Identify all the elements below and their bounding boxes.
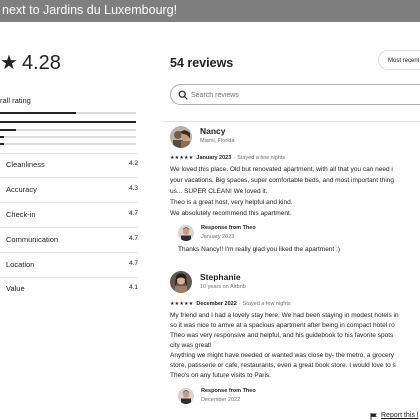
review-text-line: Theo is a great host, very helpful and kind. [170, 199, 293, 206]
flag-icon [370, 413, 378, 420]
avatar[interactable] [170, 126, 192, 148]
category-score: 4.2 [128, 160, 138, 167]
separator-dot: · [233, 155, 236, 161]
overall-rating-value: 4.28 [21, 52, 61, 74]
review-text-line: My friend and I had a lovely stay here. We had been staying in modest hotels in [170, 312, 399, 319]
rating-stars-icon: ★★★★★ [170, 155, 194, 161]
stay-length: Stayed a few nights [242, 301, 291, 307]
category-location [6, 260, 138, 269]
search-icon [178, 90, 188, 100]
sort-dropdown-button[interactable] [378, 50, 420, 70]
host-response-date: January 2023 [201, 234, 235, 240]
host-response-label: Response from Theo [201, 388, 256, 394]
avatar-photo [170, 126, 192, 148]
reviewer-location: 10 years on Airbnb [200, 284, 246, 290]
review-date: January 2023 [196, 155, 232, 161]
rating-distribution-bar [0, 121, 136, 123]
category-label: Value [6, 284, 25, 293]
review-text-line: We absolutely recommend this apartment. [170, 210, 292, 217]
rating-distribution-bar [0, 112, 136, 114]
category-score: 4.7 [128, 210, 138, 217]
category-score: 4.3 [128, 185, 138, 192]
review-text-line: Anything we might have needed or wanted was close by- the metro, a grocery [170, 352, 395, 359]
category-label: Communication [6, 235, 59, 244]
category-accuracy [6, 185, 138, 194]
rating-distribution-fill [0, 112, 76, 114]
reviewer-location: Miami, Florida [200, 138, 235, 144]
review-date: December 2022 [196, 301, 237, 307]
rating-distribution-bar [0, 136, 136, 138]
review-text-line: store, patisserie or cafe, restaurants, even a great book store. I would love to s [170, 362, 396, 369]
review-text-line: city was great! [170, 342, 212, 349]
category-communication [6, 235, 138, 244]
category-score: 4.1 [128, 284, 138, 291]
sort-label: Most recent [388, 58, 420, 64]
rating-stars-icon: ★★★★★ [170, 301, 194, 307]
category-label: Location [6, 260, 35, 269]
host-response-text: Thanks Nancy!! I'm really glad you liked the apartment :) [178, 246, 341, 253]
separator-dot: · [238, 301, 241, 307]
host-avatar-photo [178, 225, 194, 241]
rating-distribution-fill [0, 121, 136, 123]
rating-distribution-fill [0, 143, 4, 145]
category-score: 4.7 [128, 235, 138, 242]
host-avatar[interactable] [178, 225, 194, 241]
background-listing-title [0, 0, 420, 22]
divider [0, 202, 138, 203]
host-response-date: December 2022 [201, 397, 241, 403]
overall-rating-label: rall rating [0, 96, 31, 105]
category-label: Accuracy [6, 185, 37, 194]
star-icon: ★ [0, 52, 18, 74]
category-cleanliness [6, 160, 138, 169]
stay-length: Stayed a few nights [237, 155, 286, 161]
rating-distribution-bar [0, 143, 136, 145]
divider [162, 121, 420, 122]
review-text-line: Theo was very responsive and helpful, and his guidebook to his favorite spots [170, 332, 394, 339]
host-response-label: Response from Theo [201, 225, 256, 231]
review-text-line: your vacations. Big spaces, super comfortable beds, and most important thing [170, 177, 395, 184]
review-text-line: Theo's on any future visits to Paris. [170, 372, 271, 379]
host-avatar-photo [178, 388, 194, 404]
category-value [6, 284, 138, 293]
review-text-line: We loved this place. Old but renovated apartment, with all that you can need i [170, 166, 393, 173]
review-text-line: us... SUPER CLEAN! We loved it. [170, 188, 268, 195]
review-meta [170, 155, 285, 161]
rating-distribution-bar [0, 129, 136, 131]
report-listing-link[interactable]: Report this l [381, 412, 419, 419]
reviews-modal [0, 22, 420, 420]
listing-title-text: next to Jardins du Luxembourg! [2, 3, 178, 17]
rating-distribution-fill [0, 129, 16, 131]
search-reviews-box[interactable] [170, 84, 420, 105]
review-text-line: so it was nice to arrive at a spacious apartment after being in compact hotel ro [170, 322, 395, 329]
review-meta [170, 301, 291, 307]
host-avatar[interactable] [178, 388, 194, 404]
overall-rating [0, 50, 61, 75]
divider [0, 277, 138, 278]
avatar[interactable] [170, 271, 192, 293]
search-input[interactable] [189, 87, 420, 104]
divider [0, 227, 138, 228]
reviewer-name: Stephanie [200, 272, 241, 282]
category-label: Cleanliness [6, 160, 45, 169]
category-label: Check-in [6, 210, 36, 219]
category-check-in [6, 210, 138, 219]
reviewer-name: Nancy [200, 126, 226, 136]
avatar-photo [170, 271, 192, 293]
divider [0, 252, 138, 253]
category-score: 4.7 [128, 260, 138, 267]
rating-distribution-fill [0, 136, 4, 138]
divider [0, 177, 138, 178]
divider [0, 153, 138, 154]
reviews-count: 54 reviews [170, 56, 234, 70]
